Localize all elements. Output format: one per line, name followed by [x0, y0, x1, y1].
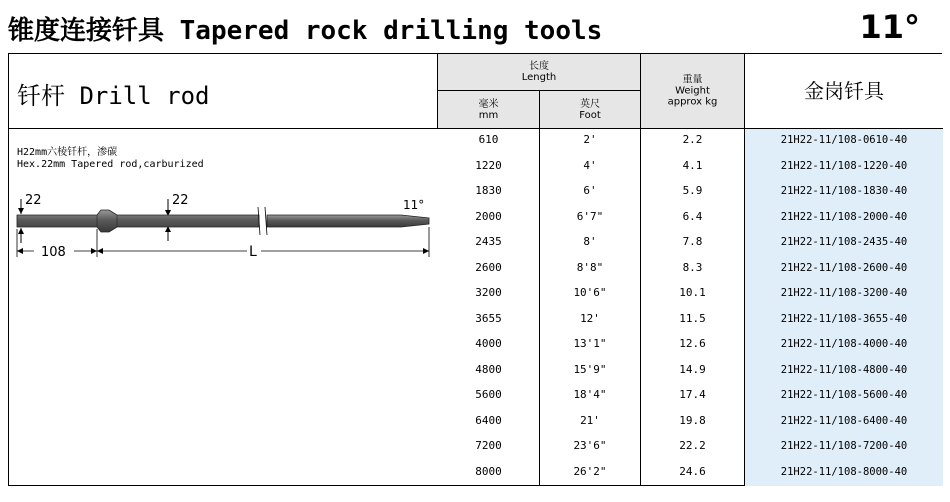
collar-diameter-label: 22	[25, 193, 42, 208]
length-foot-cell: 12'	[540, 308, 641, 334]
product-header	[9, 54, 438, 129]
length-mm-cell: 1830	[438, 180, 540, 206]
length-mm-cell: 4800	[438, 359, 540, 385]
mm-header	[438, 91, 540, 129]
length-mm-cell: 3200	[438, 282, 540, 308]
taper-angle-heading: 11°	[859, 8, 920, 46]
length-mm-cell: 6400	[438, 410, 540, 436]
product-code-cell: 21H22-11/108-4800-40	[745, 359, 943, 385]
weight-cell: 8.3	[641, 257, 745, 283]
product-code-cell: 21H22-11/108-1830-40	[745, 180, 943, 206]
weight-cell: 11.5	[641, 308, 745, 334]
foot-header-cn: 英尺	[580, 98, 600, 110]
mm-header-en: mm	[478, 109, 499, 121]
weight-cell: 4.1	[641, 155, 745, 181]
length-foot-cell: 4'	[540, 155, 641, 181]
brand-name: 金岗钎具	[804, 79, 884, 103]
description-cn: H22mm六棱钎杆，渗碳	[17, 147, 118, 158]
weight-cell: 6.4	[641, 206, 745, 232]
product-code-cell: 21H22-11/108-1220-40	[745, 155, 943, 181]
weight-header-unit: approx kg	[667, 96, 718, 108]
rod-diameter-label: 22	[172, 193, 189, 208]
foot-header-en: Foot	[579, 109, 601, 121]
length-foot-cell: 6'	[540, 180, 641, 206]
length-header	[438, 54, 641, 91]
taper-angle-label: 11°	[403, 198, 425, 212]
brand-header	[745, 54, 943, 129]
length-mm-cell: 2000	[438, 206, 540, 232]
drill-rod-drawing	[9, 189, 438, 289]
length-mm-cell: 8000	[438, 461, 540, 487]
length-foot-cell: 8'8"	[540, 257, 641, 283]
length-foot-cell: 21'	[540, 410, 641, 436]
product-code-cell: 21H22-11/108-0610-40	[745, 129, 943, 155]
mm-header-cn: 毫米	[478, 98, 499, 110]
product-name: 钎杆 Drill rod	[17, 82, 210, 110]
length-foot-cell: 18'4"	[540, 384, 641, 410]
length-mm-cell: 610	[438, 129, 540, 155]
product-code-cell: 21H22-11/108-3655-40	[745, 308, 943, 334]
weight-header	[641, 54, 745, 129]
weight-cell: 2.2	[641, 129, 745, 155]
product-code-cell: 21H22-11/108-5600-40	[745, 384, 943, 410]
length-mm-cell: 3655	[438, 308, 540, 334]
weight-cell: 17.4	[641, 384, 745, 410]
spec-sheet	[8, 53, 942, 486]
length-foot-cell: 13'1"	[540, 333, 641, 359]
weight-cell: 24.6	[641, 461, 745, 487]
page-title: 锥度连接钎具 Tapered rock drilling tools	[8, 16, 603, 46]
weight-cell: 7.8	[641, 231, 745, 257]
shank-length-label: 108	[41, 245, 66, 260]
product-code-cell: 21H22-11/108-8000-40	[745, 461, 943, 487]
product-code-cell: 21H22-11/108-7200-40	[745, 435, 943, 461]
length-foot-cell: 8'	[540, 231, 641, 257]
product-code-cell: 21H22-11/108-2435-40	[745, 231, 943, 257]
weight-cell: 10.1	[641, 282, 745, 308]
weight-header-en: Weight	[675, 85, 710, 97]
length-foot-cell: 6'7"	[540, 206, 641, 232]
description-en: Hex.22mm Tapered rod,carburized	[17, 159, 204, 170]
length-mm-cell: 7200	[438, 435, 540, 461]
weight-cell: 5.9	[641, 180, 745, 206]
product-code-cell: 21H22-11/108-6400-40	[745, 410, 943, 436]
weight-cell: 14.9	[641, 359, 745, 385]
foot-header	[540, 91, 641, 129]
length-mm-cell: 2600	[438, 257, 540, 283]
length-foot-cell: 2'	[540, 129, 641, 155]
length-foot-cell: 15'9"	[540, 359, 641, 385]
length-header-cn: 长度	[529, 61, 549, 72]
length-header-en: Length	[521, 72, 557, 83]
length-mm-cell: 4000	[438, 333, 540, 359]
weight-header-cn: 重量	[682, 74, 703, 86]
length-mm-cell: 5600	[438, 384, 540, 410]
length-foot-cell: 23'6"	[540, 435, 641, 461]
length-mm-cell: 2435	[438, 231, 540, 257]
spec-table	[438, 54, 943, 486]
product-code-cell: 21H22-11/108-3200-40	[745, 282, 943, 308]
product-code-cell: 21H22-11/108-2000-40	[745, 206, 943, 232]
weight-cell: 22.2	[641, 435, 745, 461]
length-mm-cell: 1220	[438, 155, 540, 181]
rod-length-label: L	[249, 244, 257, 260]
weight-cell: 12.6	[641, 333, 745, 359]
product-code-cell: 21H22-11/108-2600-40	[745, 257, 943, 283]
weight-cell: 19.8	[641, 410, 745, 436]
product-code-cell: 21H22-11/108-4000-40	[745, 333, 943, 359]
length-foot-cell: 10'6"	[540, 282, 641, 308]
length-foot-cell: 26'2"	[540, 461, 641, 487]
